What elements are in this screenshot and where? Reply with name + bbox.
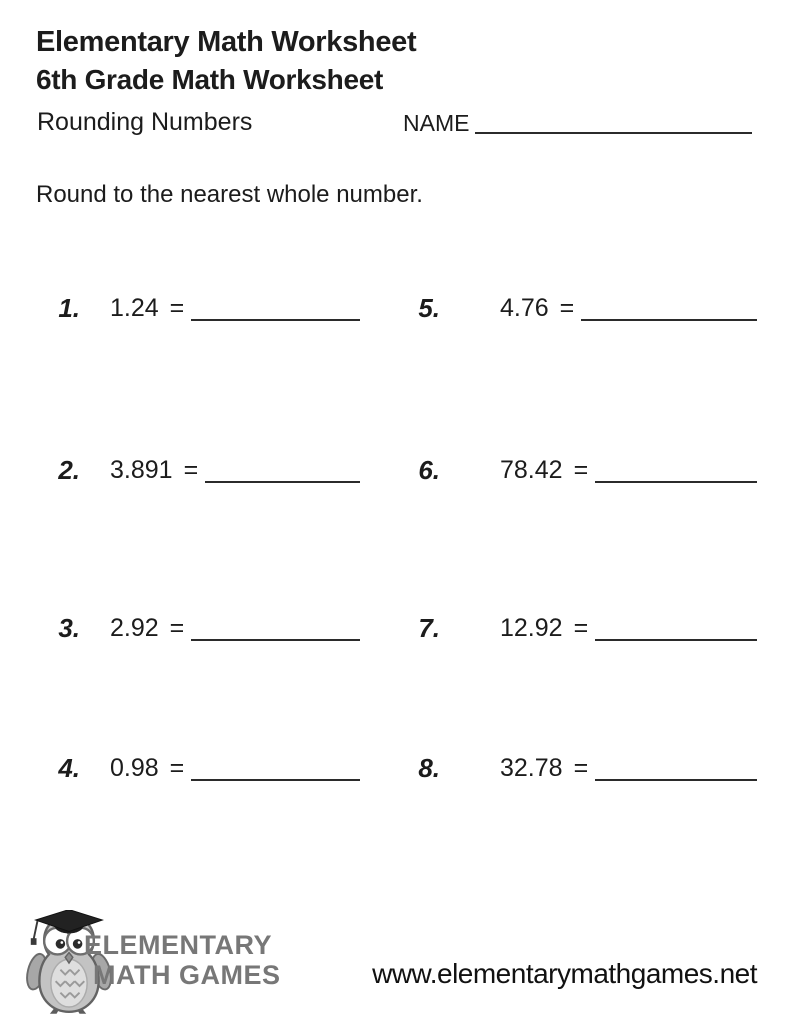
logo-wordmark [84, 930, 281, 990]
answer-blank[interactable] [595, 453, 757, 483]
problem-number: 7. [418, 613, 440, 643]
answer-blank[interactable] [205, 453, 360, 483]
equals-sign: = [573, 754, 589, 782]
problem-6 [400, 452, 757, 488]
page-subtitle: 6th Grade Math Worksheet [36, 64, 384, 95]
name-blank-line[interactable] [475, 132, 752, 134]
problem-number: 3. [58, 613, 80, 643]
problem-value: 12.92 [500, 614, 563, 642]
logo-text-line1: ELEMENTARY [84, 930, 273, 960]
equals-sign: = [169, 294, 185, 322]
website-url: www.elementarymathgames.net [372, 958, 757, 989]
answer-blank[interactable] [191, 291, 360, 321]
answer-blank[interactable] [595, 751, 757, 781]
problem-5 [400, 290, 757, 326]
name-row [403, 110, 752, 137]
problem-row [0, 452, 800, 494]
problem-1 [35, 290, 360, 326]
equals-sign: = [169, 754, 185, 782]
problem-7 [400, 610, 757, 646]
problem-row [0, 290, 800, 332]
problem-number: 5. [418, 293, 440, 323]
answer-blank[interactable] [191, 751, 360, 781]
equals-sign: = [559, 294, 575, 322]
page-title: Elementary Math Worksheet [36, 26, 417, 58]
problem-4 [35, 750, 360, 786]
problem-value: 2.92 [110, 614, 159, 642]
problem-number: 1. [58, 293, 80, 323]
problem-number: 2. [58, 455, 80, 485]
name-label: NAME [403, 110, 470, 136]
problem-value: 78.42 [500, 456, 563, 484]
problem-row [0, 610, 800, 652]
problem-row [0, 750, 800, 792]
logo-text-line2: MATH GAMES [93, 960, 281, 990]
worksheet-topic: Rounding Numbers [37, 108, 253, 136]
answer-blank[interactable] [595, 611, 757, 641]
answer-blank[interactable] [191, 611, 360, 641]
problem-value: 4.76 [500, 294, 549, 322]
equals-sign: = [573, 614, 589, 642]
problem-3 [35, 610, 360, 646]
problem-8 [400, 750, 757, 786]
equals-sign: = [183, 456, 199, 484]
instruction-text: Round to the nearest whole number. [36, 181, 423, 208]
problem-value: 3.891 [110, 456, 173, 484]
equals-sign: = [573, 456, 589, 484]
answer-blank[interactable] [581, 291, 757, 321]
problem-2 [35, 452, 360, 488]
problem-value: 1.24 [110, 294, 159, 322]
problem-number: 8. [418, 753, 440, 783]
problem-value: 32.78 [500, 754, 563, 782]
problem-number: 6. [418, 455, 440, 485]
problem-value: 0.98 [110, 754, 159, 782]
problem-number: 4. [58, 753, 80, 783]
equals-sign: = [169, 614, 185, 642]
